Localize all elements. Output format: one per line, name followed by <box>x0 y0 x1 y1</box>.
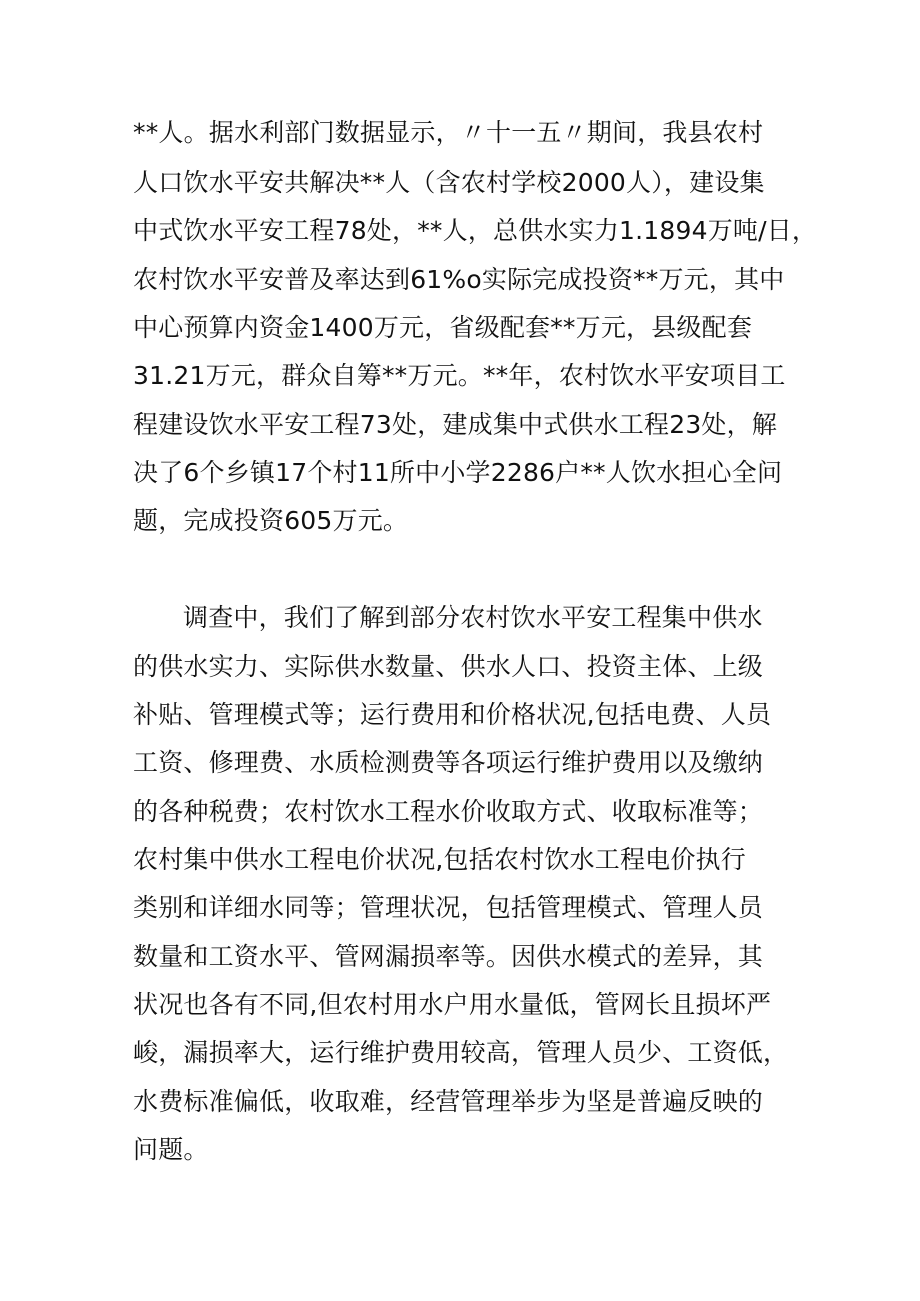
paragraph-2-line-11: 水费标准偏低，收取难，经营管理举步为坚是普遍反映的 <box>133 1087 764 1116</box>
paragraph-2-line-9: 状况也各有不同,但农村用水户用水量低，管网长且损坏严 <box>133 990 772 1019</box>
paragraph-1-line-8: 决了6个乡镇17个村11所中小学2286户**人饮水担心全问 <box>133 458 783 487</box>
paragraph-1-line-3: 中式饮水平安工程78处，**人，总供水实力1.1894万吨/日， <box>133 216 818 245</box>
paragraph-1-line-5: 中心预算内资金1400万元，省级配套**万元，县级配套 <box>133 313 753 342</box>
paragraph-2-line-4: 工资、修理费、水质检测费等各项运行维护费用以及缴纳 <box>133 748 764 777</box>
paragraph-1-line-9: 题，完成投资605万元。 <box>133 506 409 535</box>
paragraph-2-line-7: 类别和详细水同等；管理状况，包括管理模式、管理人员 <box>133 893 764 922</box>
paragraph-1-line-1: **人。据水利部门数据显示，〃十一五〃期间，我县农村 <box>133 118 764 147</box>
paragraph-2-line-5: 的各种税费；农村饮水工程水价收取方式、收取标准等； <box>133 797 764 826</box>
paragraph-1-line-6: 31.21万元，群众自筹**万元。**年，农村饮水平安项目工 <box>133 361 786 390</box>
paragraph-2-line-10: 峻，漏损率大，运行维护费用较高，管理人员少、工资低， <box>133 1038 789 1067</box>
paragraph-1-line-2: 人口饮水平安共解决**人（含农村学校2000人），建设集 <box>133 168 765 197</box>
paragraph-2-line-8: 数量和工资水平、管网漏损率等。因供水模式的差异，其 <box>133 942 764 971</box>
paragraph-1-line-7: 程建设饮水平安工程73处，建成集中式供水工程23处，解 <box>133 410 778 439</box>
paragraph-2-line-3: 补贴、管理模式等；运行费用和价格状况,包括电费、人员 <box>133 700 772 729</box>
paragraph-1-line-4: 农村饮水平安普及率达到61%o实际完成投资**万元，其中 <box>133 265 785 294</box>
paragraph-2-line-1: 调查中，我们了解到部分农村饮水平安工程集中供水 <box>183 603 763 632</box>
paragraph-2-line-12: 问题。 <box>133 1135 209 1164</box>
paragraph-2-line-2: 的供水实力、实际供水数量、供水人口、投资主体、上级 <box>133 652 764 681</box>
paragraph-2-line-6: 农村集中供水工程电价状况,包括农村饮水工程电价执行 <box>133 845 746 874</box>
